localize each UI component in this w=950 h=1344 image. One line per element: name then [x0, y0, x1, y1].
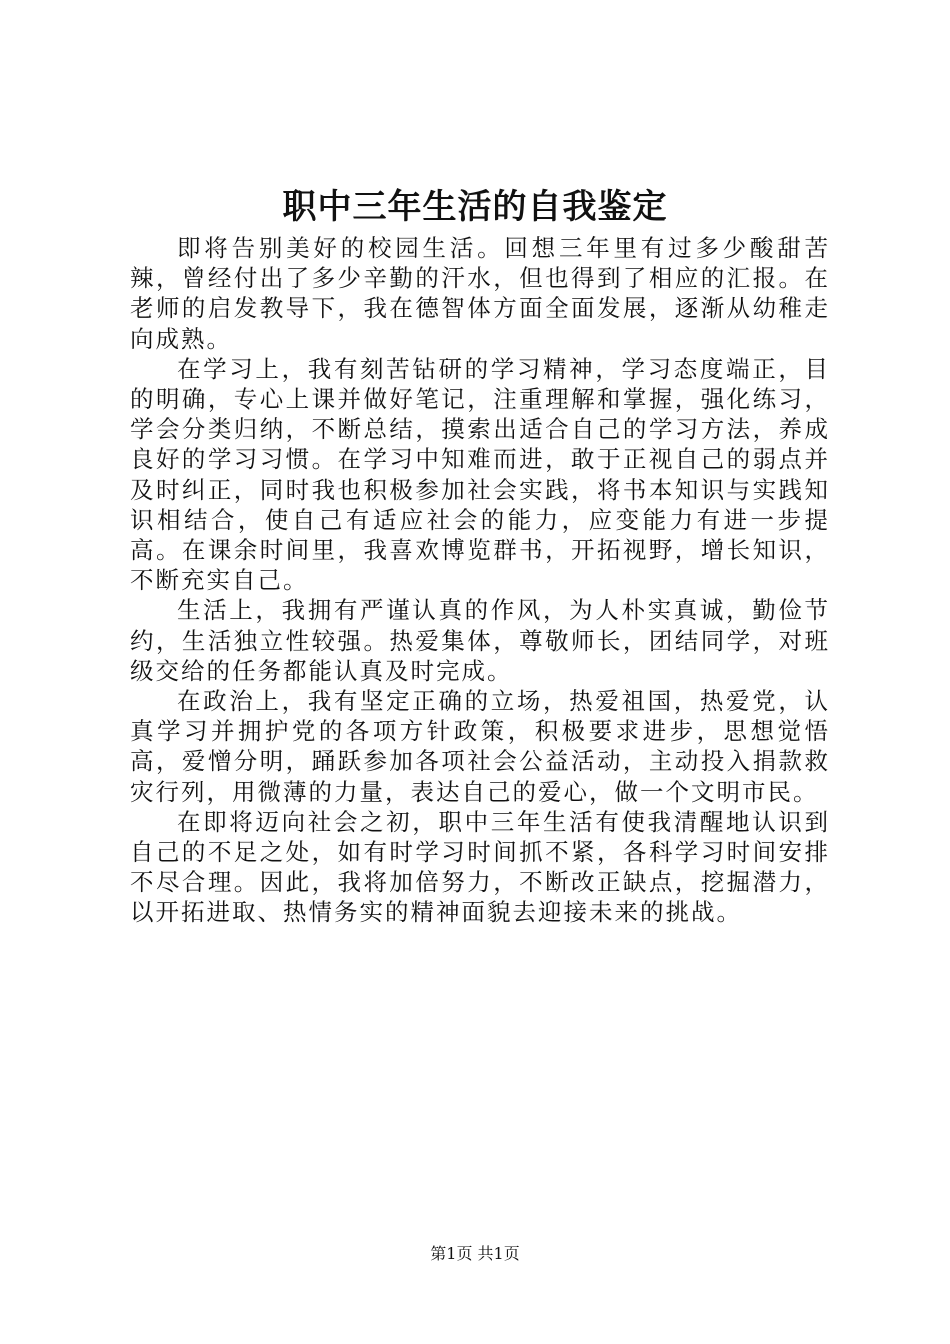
- paragraph-intro: 即将告别美好的校园生活。回想三年里有过多少酸甜苦辣，曾经付出了多少辛勤的汗水，但也得到了相应的汇报。在老师的启发教导下，我在德智体方面全面发展，逐渐从幼稚走向成熟。: [130, 234, 830, 353]
- paragraph-conclusion: 在即将迈向社会之初，职中三年生活有使我清醒地认识到自己的不足之处，如有时学习时间抓不紧，各科学习时间安排不尽合理。因此，我将加倍努力，不断改正缺点，挖掘潜力，以开拓进取、热情务实的精神面貌去迎接未来的挑战。: [130, 807, 830, 927]
- document-body: [130, 233, 830, 928]
- document-title: 职中三年生活的自我鉴定: [282, 187, 668, 227]
- page-number-footer: 第1页 共1页: [430, 1244, 520, 1263]
- paragraph-politics: 在政治上，我有坚定正确的立场，热爱祖国，热爱党，认真学习并拥护党的各项方针政策，积极要求进步，思想觉悟高，爱憎分明，踊跃参加各项社会公益活动，主动投入捐款救灾行列，用微薄的力量，表达自己的爱心，做一个文明市民。: [130, 687, 830, 806]
- paragraph-life: 生活上，我拥有严谨认真的作风，为人朴实真诚，勤俭节约，生活独立性较强。热爱集体，尊敬师长，团结同学，对班级交给的任务都能认真及时完成。: [130, 596, 830, 685]
- paragraph-study: 在学习上，我有刻苦钻研的学习精神，学习态度端正，目的明确，专心上课并做好笔记，注重理解和掌握，强化练习，学会分类归纳，不断总结，摸索出适合自己的学习方法，养成良好的学习习惯。在学习中知难而进，敢于正视自己的弱点并及时纠正，同时我也积极参加社会实践，将书本知识与实践知识相结合，使自己有适应社会的能力，应变能力有进一步提高。在课余时间里，我喜欢博览群书，开拓视野，增长知识，不断充实自己。: [130, 354, 830, 595]
